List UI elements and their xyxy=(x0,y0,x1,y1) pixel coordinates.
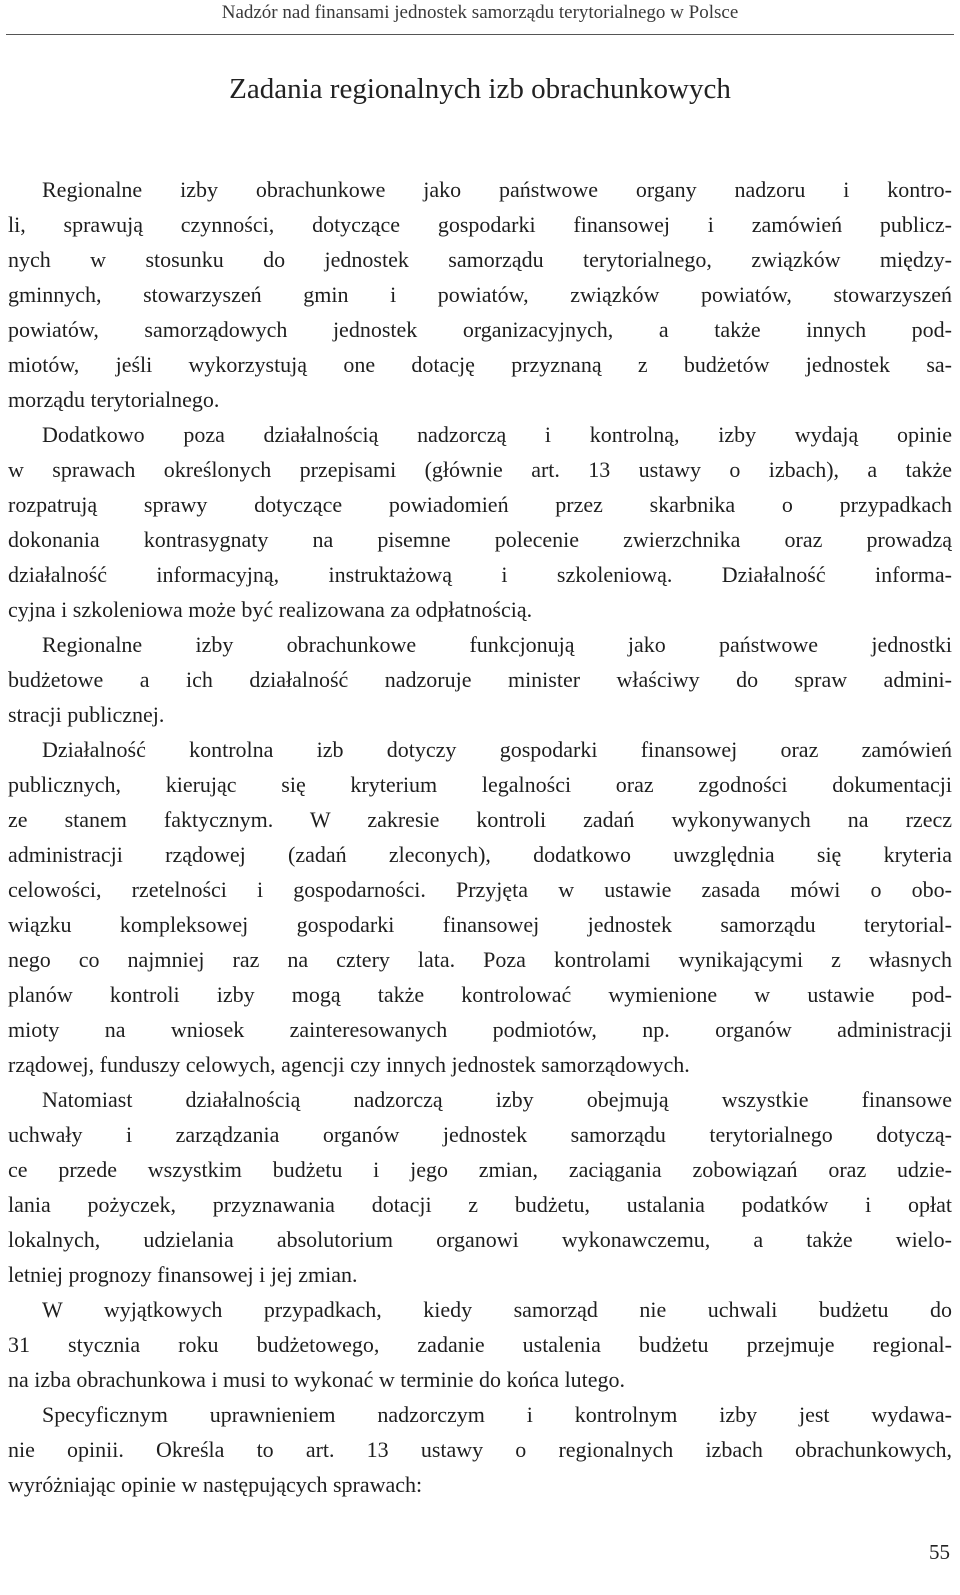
text-line: nego co najmniej raz na cztery lata. Poza kontrolami wynikającymi z własnych xyxy=(8,947,952,972)
text-line: publicznych, kierując się kryterium legalności oraz zgodności dokumentacji xyxy=(8,772,952,797)
text-line: morządu terytorialnego. xyxy=(8,387,220,412)
text-line: cyjna i szkoleniowa może być realizowana za odpłatnością. xyxy=(8,597,533,622)
text-line: na izba obrachunkowa i musi to wykonać w terminie do końca lutego. xyxy=(8,1367,626,1392)
text-line: mioty na wniosek zainteresowanych podmiotów, np. organów administracji xyxy=(8,1017,952,1042)
text-line: planów kontroli izby mogą także kontrolować wymienione w ustawie pod- xyxy=(8,982,952,1007)
text-line: li, sprawują czynności, dotyczące gospodarki finansowej i zamówień publicz- xyxy=(8,212,952,237)
text-line: W wyjątkowych przypadkach, kiedy samorząd nie uchwali budżetu do xyxy=(42,1297,952,1322)
text-line: nie opinii. Określa to art. 13 ustawy o regionalnych izbach obrachunkowych, xyxy=(8,1437,952,1462)
text-line: powiatów, samorządowych jednostek organizacyjnych, a także innych pod- xyxy=(8,317,952,342)
text-line: Regionalne izby obrachunkowe jako państwowe organy nadzoru i kontro- xyxy=(42,177,952,202)
text-line: miotów, jeśli wykorzystują one dotację przyznaną z budżetów jednostek sa- xyxy=(8,352,952,377)
text-line: budżetowe a ich działalność nadzoruje minister właściwy do spraw admini- xyxy=(8,667,952,692)
text-line: ze stanem faktycznym. W zakresie kontroli zadań wykonywanych na rzecz xyxy=(8,807,952,832)
text-line: nych w stosunku do jednostek samorządu terytorialnego, związków między- xyxy=(8,247,952,272)
text-line: Specyficznym uprawnieniem nadzorczym i kontrolnym izby jest wydawa- xyxy=(42,1402,952,1427)
text-line: celowości, rzetelności i gospodarności. Przyjęta w ustawie zasada mówi o obo- xyxy=(8,877,952,902)
text-line: 31 stycznia roku budżetowego, zadanie ustalenia budżetu przejmuje regional- xyxy=(8,1332,952,1357)
text-line: rozpatrują sprawy dotyczące powiadomień przez skarbnika o przypadkach xyxy=(8,492,952,517)
text-line: stracji publicznej. xyxy=(8,702,165,727)
text-line: uchwały i zarządzania organów jednostek samorządu terytorialnego dotyczą- xyxy=(8,1122,952,1147)
text-line: działalność informacyjną, instruktażową i szkoleniową. Działalność informa- xyxy=(8,562,952,587)
text-line: letniej prognozy finansowej i jej zmian. xyxy=(8,1262,358,1287)
text-line: Natomiast działalnością nadzorczą izby obejmują wszystkie finansowe xyxy=(42,1087,952,1112)
text-line: Dodatkowo poza działalnością nadzorczą i kontrolną, izby wydają opinie xyxy=(42,422,952,447)
text-line: w sprawach określonych przepisami (głównie art. 13 ustawy o izbach), a także xyxy=(8,457,952,482)
text-line: lania pożyczek, przyznawania dotacji z budżetu, ustalania podatków i opłat xyxy=(8,1192,952,1217)
running-header: Nadzór nad finansami jednostek samorządu terytorialnego w Polsce xyxy=(221,2,739,23)
header-rule xyxy=(6,34,954,35)
body-text xyxy=(8,172,952,1502)
text-line: dokonania kontrasygnaty na pisemne polecenie zwierzchnika oraz prowadzą xyxy=(8,527,952,552)
text-line: Regionalne izby obrachunkowe funkcjonują jako państwowe jednostki xyxy=(42,632,952,657)
text-line: gminnych, stowarzyszeń gmin i powiatów, związków powiatów, stowarzyszeń xyxy=(8,282,952,307)
text-line: ce przede wszystkim budżetu i jego zmian, zaciągania zobowiązań oraz udzie- xyxy=(8,1157,952,1182)
text-line: wyróżniając opinie w następujących sprawach: xyxy=(8,1472,423,1497)
text-line: wiązku kompleksowej gospodarki finansowej jednostek samorządu terytorial- xyxy=(8,912,952,937)
page-number: 55 xyxy=(929,1540,950,1564)
text-line: administracji rządowej (zadań zleconych), dodatkowo uwzględnia się kryteria xyxy=(8,842,952,867)
text-line: rządowej, funduszy celowych, agencji czy innych jednostek samorządowych. xyxy=(8,1052,690,1077)
text-line: Działalność kontrolna izb dotyczy gospodarki finansowej oraz zamówień xyxy=(42,737,952,762)
text-line: lokalnych, udzielania absolutorium organowi wykonawczemu, a także wielo- xyxy=(8,1227,952,1252)
section-title: Zadania regionalnych izb obrachunkowych xyxy=(229,73,731,105)
